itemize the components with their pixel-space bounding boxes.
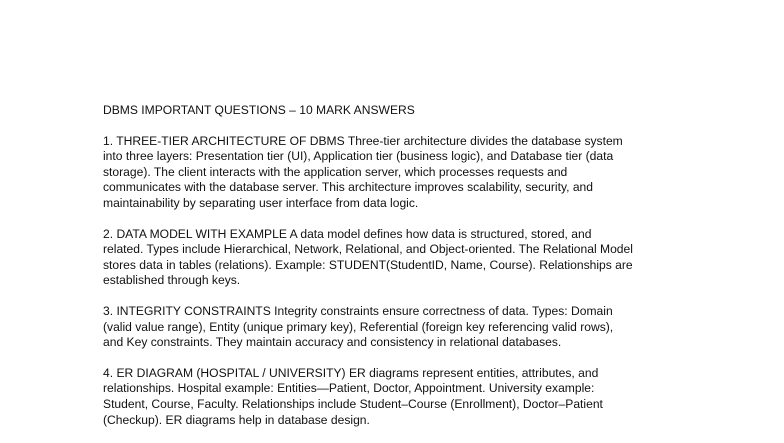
text-line: 4. ER DIAGRAM (HOSPITAL / UNIVERSITY) ER diagrams represent entities, attributes, and bbox=[103, 365, 599, 380]
document-title: DBMS IMPORTANT QUESTIONS – 10 MARK ANSWERS bbox=[103, 103, 415, 117]
text-line: (valid value range), Entity (unique primary key), Referential (foreign key referencing valid rows), bbox=[103, 319, 614, 334]
text-line: Student, Course, Faculty. Relationships include Student–Course (Enrollment), Doctor–Patient bbox=[103, 396, 603, 411]
text-line: communicates with the database server. This architecture improves scalability, security, and bbox=[103, 180, 594, 195]
document-content bbox=[103, 103, 693, 443]
section-paragraph bbox=[103, 227, 693, 289]
text-line: stores data in tables (relations). Example: STUDENT(StudentID, Name, Course). Relationships are bbox=[103, 257, 633, 272]
text-line: storage). The client interacts with the application server, which processes requests and bbox=[103, 164, 568, 179]
section-er-diagram bbox=[103, 366, 693, 428]
text-line: maintainability by separating user interface from data logic. bbox=[103, 195, 419, 210]
text-line: relationships. Hospital example: Entities—Patient, Doctor, Appointment. University example: bbox=[103, 381, 595, 396]
section-paragraph bbox=[103, 366, 693, 428]
section-integrity-constraints bbox=[103, 304, 693, 351]
text-line: and Key constraints. They maintain accuracy and consistency in relational databases. bbox=[103, 335, 562, 350]
section-data-model bbox=[103, 227, 693, 289]
text-line: 1. THREE-TIER ARCHITECTURE OF DBMS Three-tier architecture divides the database system bbox=[103, 133, 623, 148]
section-three-tier-architecture bbox=[103, 134, 693, 212]
text-line: established through keys. bbox=[103, 273, 241, 288]
text-line: related. Types include Hierarchical, Network, Relational, and Object-oriented. The Relational Model bbox=[103, 242, 633, 257]
text-line: 3. INTEGRITY CONSTRAINTS Integrity constraints ensure correctness of data. Types: Domain bbox=[103, 303, 613, 318]
text-line: 2. DATA MODEL WITH EXAMPLE A data model defines how data is structured, stored, and bbox=[103, 226, 592, 241]
text-line: (Checkup). ER diagrams help in database design. bbox=[103, 412, 370, 427]
text-line: into three layers: Presentation tier (UI), Application tier (business logic), and Database tier (data bbox=[103, 149, 614, 164]
section-paragraph bbox=[103, 134, 693, 212]
section-paragraph bbox=[103, 304, 693, 351]
